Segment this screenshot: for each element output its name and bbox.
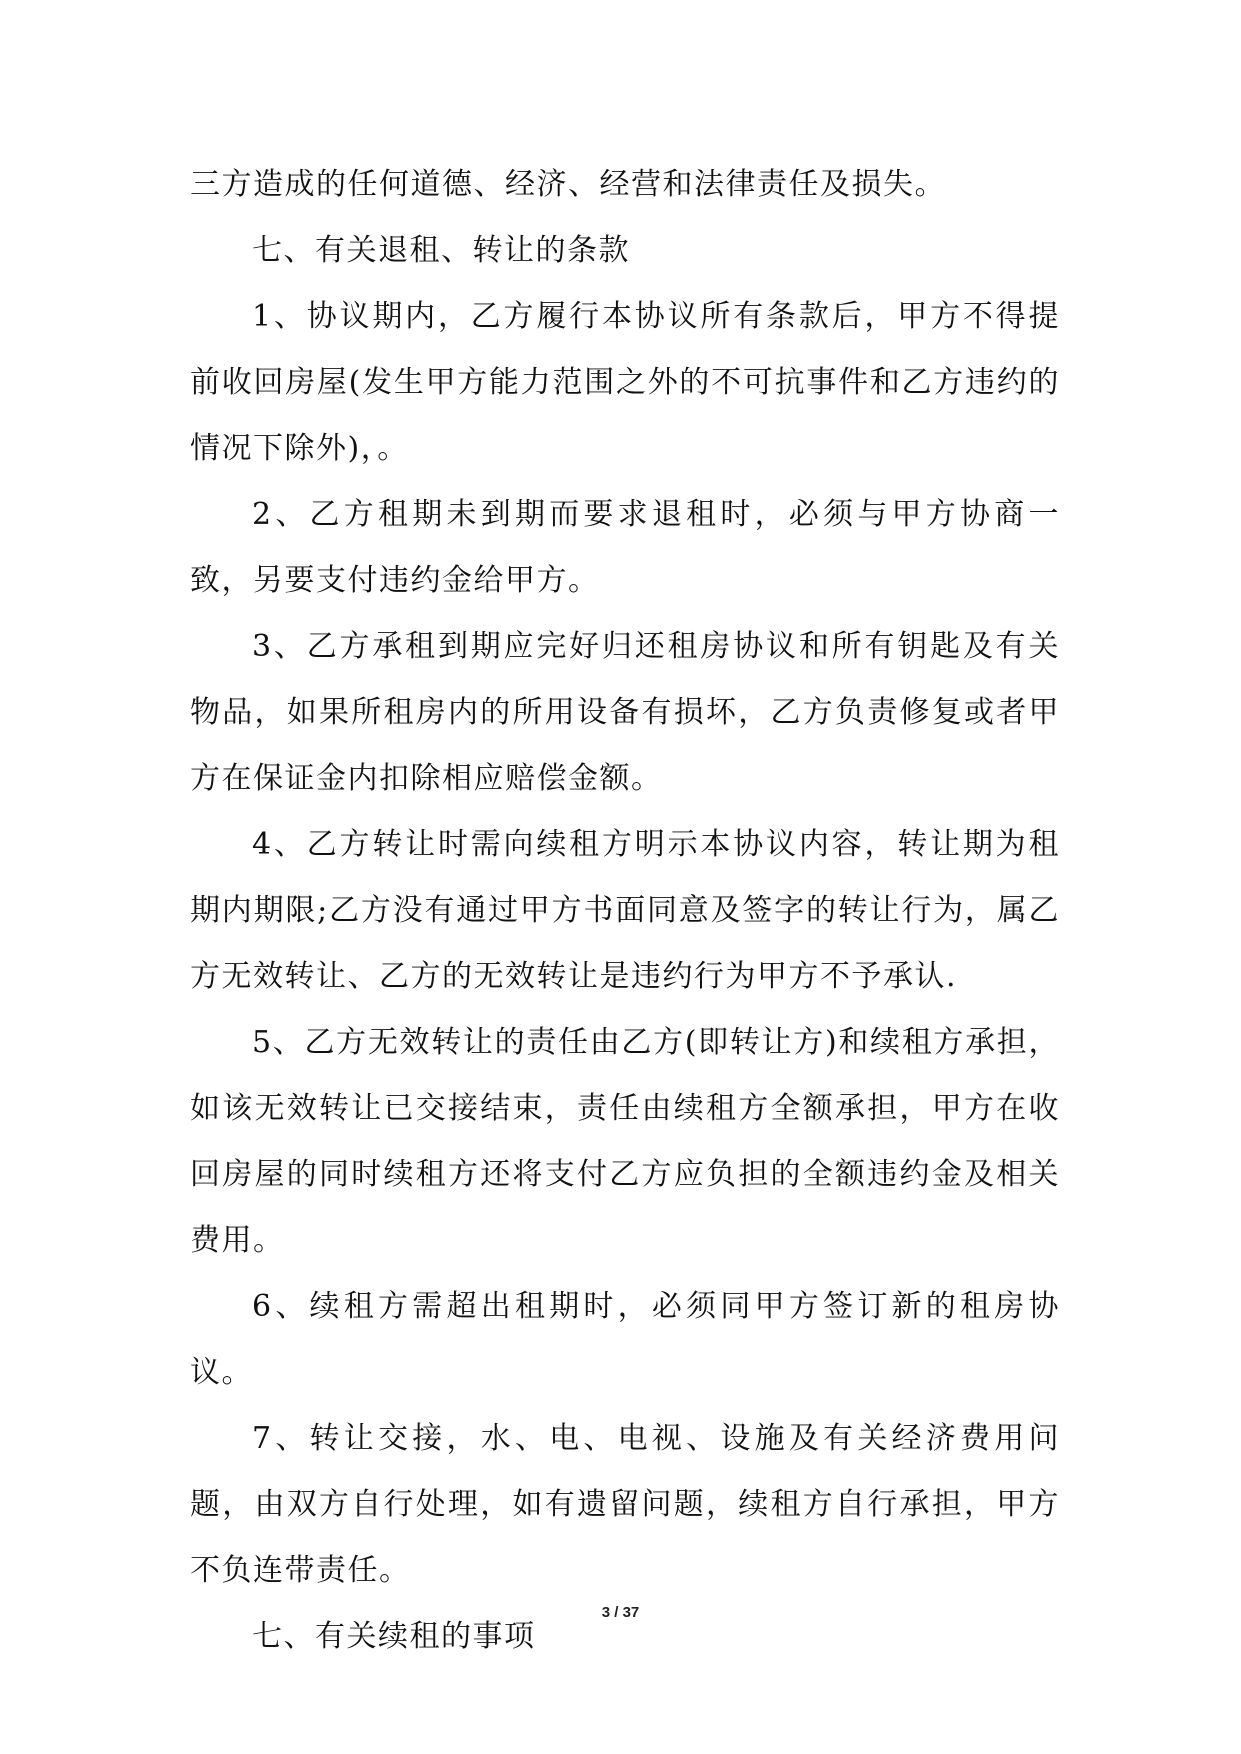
page-number: 3 / 37 — [601, 1604, 640, 1621]
paragraph-continuation: 三方造成的任何道德、经济、经营和法律责任及损失。 — [190, 167, 946, 202]
section-heading-renewal: 七、有关续租的事项 — [252, 1619, 536, 1654]
clause-7: 7、转让交接，水、电、电视、设施及有关经济费用问题，由双方自行处理，如有遗留问题，续租方自行承担，甲方不负连带责任。 — [190, 1421, 1060, 1588]
clause-3: 3、乙方承租到期应完好归还租房协议和所有钥匙及有关物品，如果所租房内的所用设备有损坏，乙方负责修复或者甲方在保证金内扣除相应赔偿金额。 — [190, 629, 1060, 796]
clause-5: 5、乙方无效转让的责任由乙方(即转让方)和续租方承担，如该无效转让已交接结束，责任由续租方全额承担，甲方在收回房屋的同时续租方还将支付乙方应负担的全额违约金及相关费用。 — [190, 1025, 1060, 1258]
document-body — [190, 152, 1060, 1670]
section-heading-termination-transfer: 七、有关退租、转让的条款 — [252, 233, 630, 268]
clause-2: 2、乙方租期未到期而要求退租时，必须与甲方协商一致，另要支付违约金给甲方。 — [190, 497, 1060, 598]
clause-6: 6、续租方需超出租期时，必须同甲方签订新的租房协议。 — [190, 1289, 1060, 1390]
clause-1: 1、协议期内，乙方履行本协议所有条款后，甲方不得提前收回房屋(发生甲方能力范围之外的不可抗事件和乙方违约的情况下除外)，。 — [190, 299, 1060, 466]
clause-4: 4、乙方转让时需向续租方明示本协议内容，转让期为租期内期限;乙方没有通过甲方书面同意及签字的转让行为，属乙方无效转让、乙方的无效转让是违约行为甲方不予承认. — [190, 827, 1060, 994]
